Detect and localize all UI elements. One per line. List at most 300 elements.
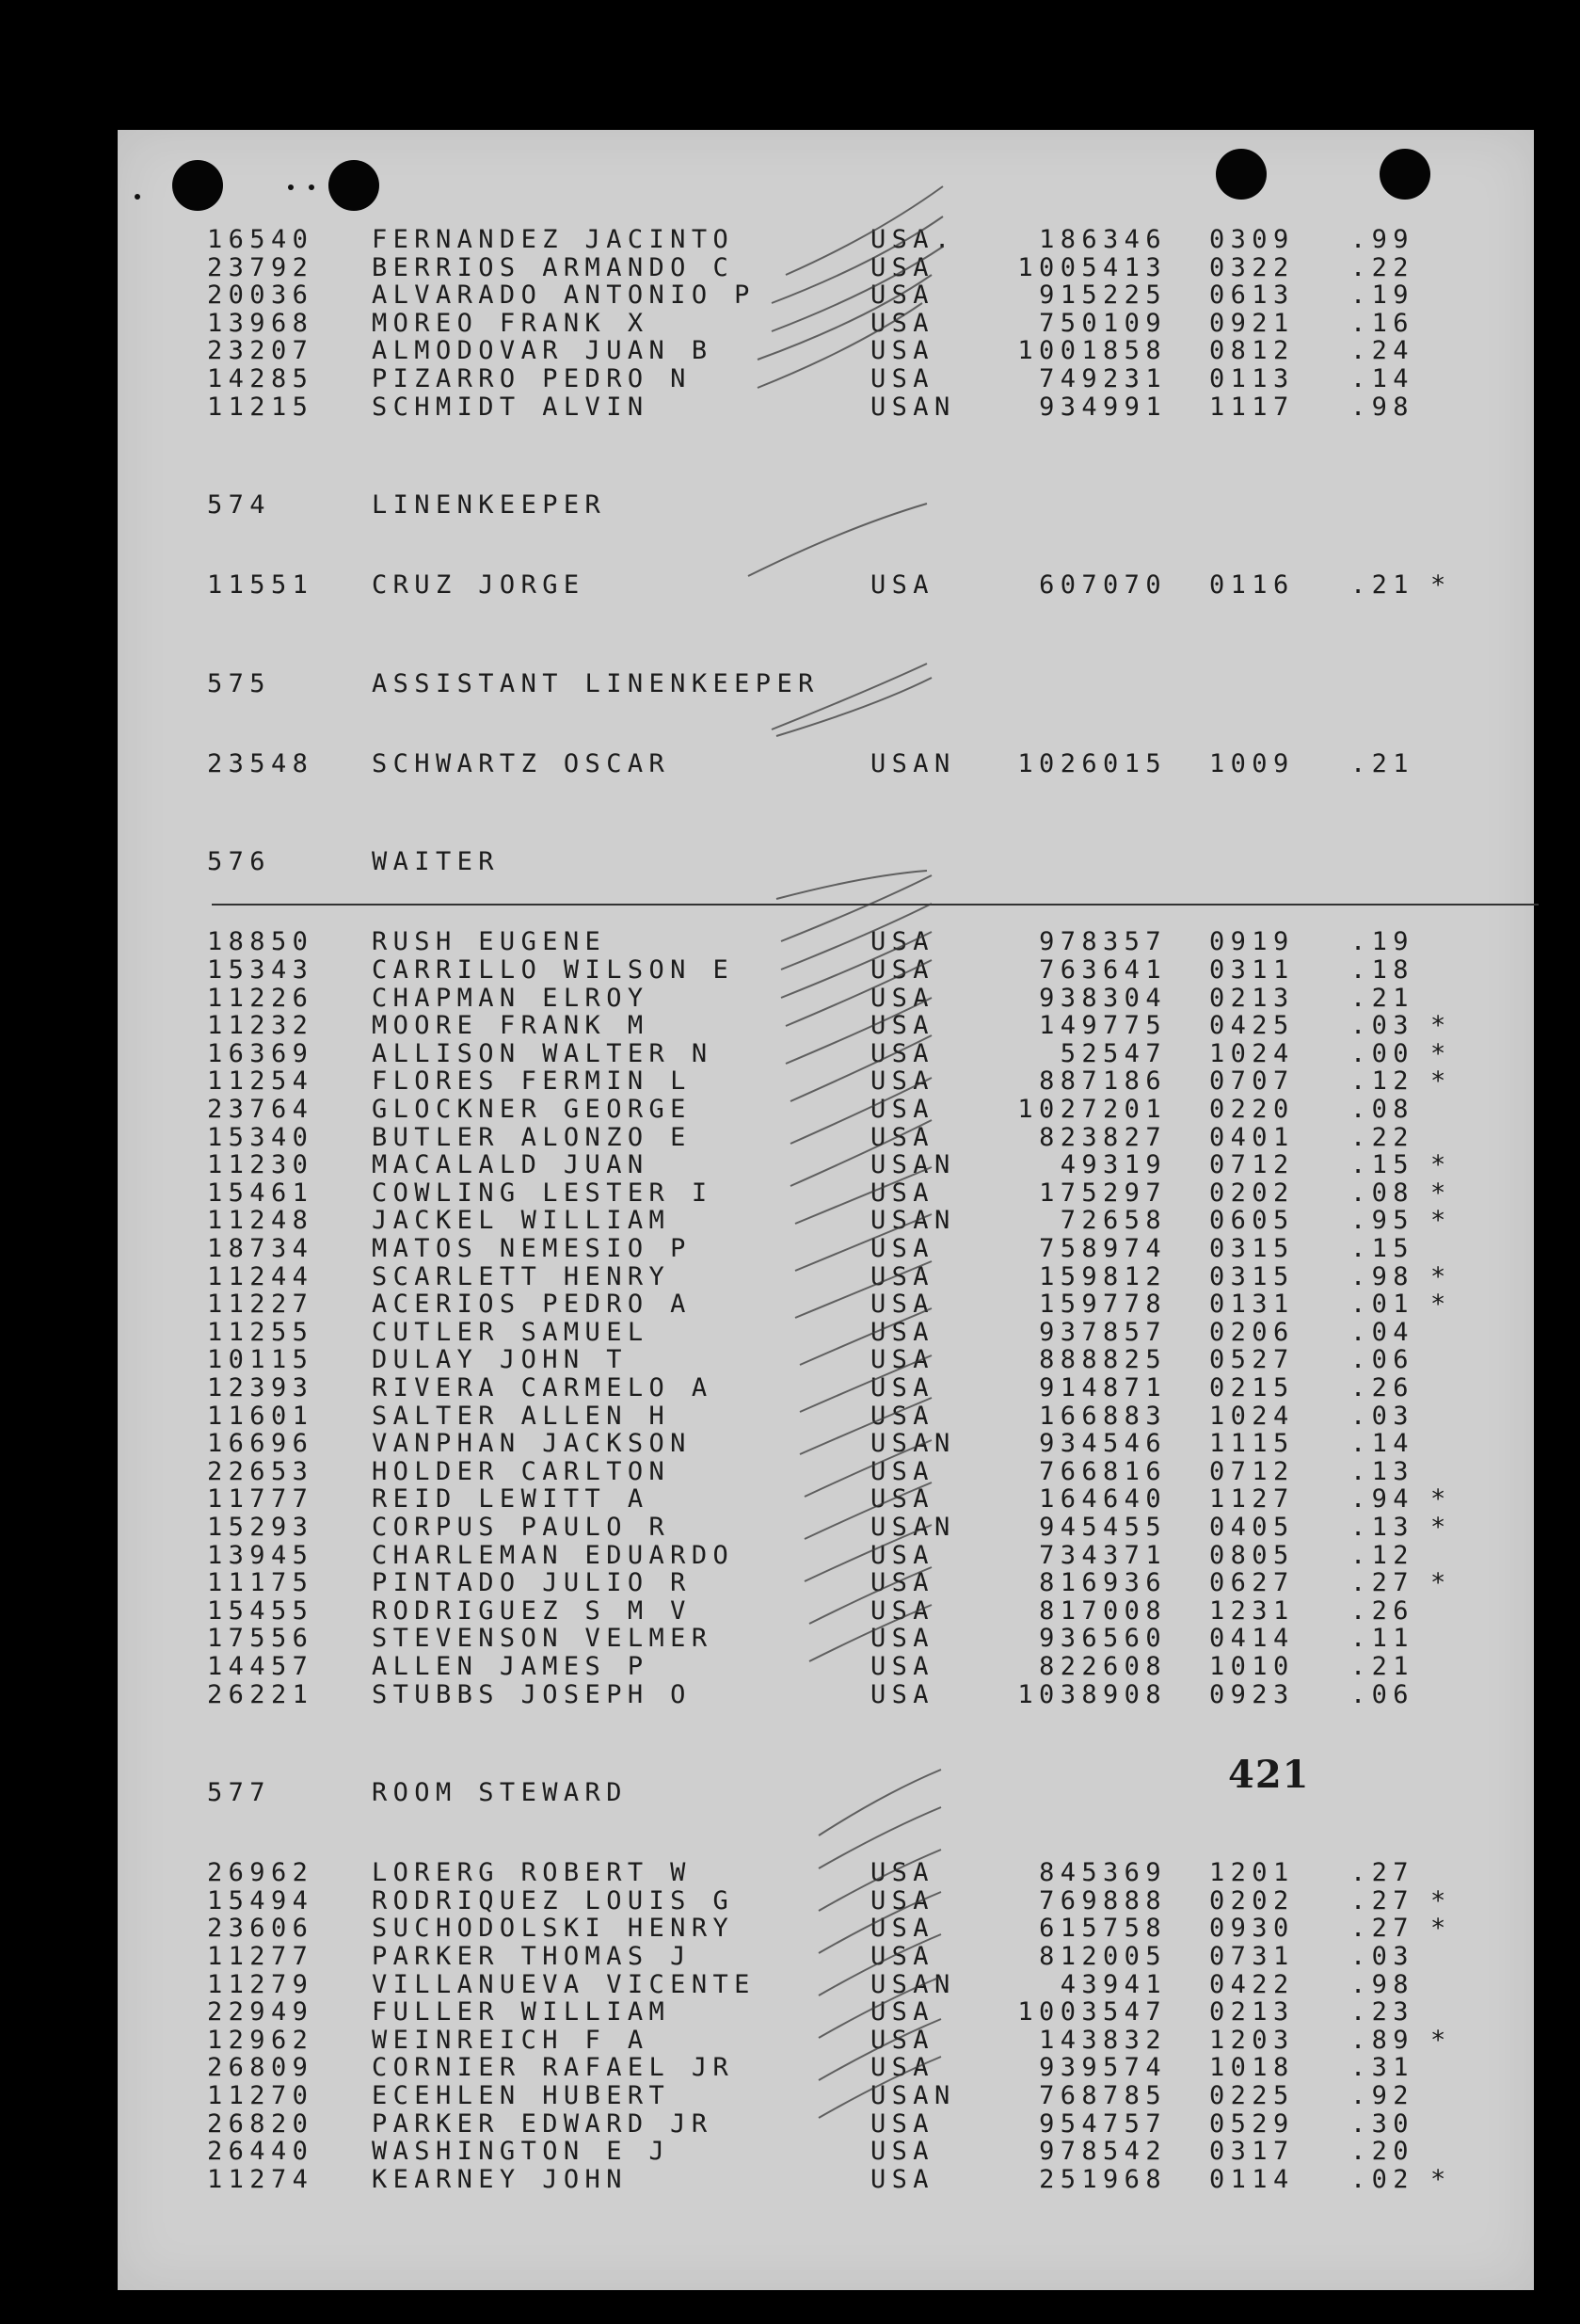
crew-id: 15343 [207,955,314,985]
crew-rate: .27 [1350,1568,1414,1598]
crew-row [207,2166,1477,2194]
strike-through-line [212,904,1539,906]
crew-name: SCHMIDT ALVIN [372,392,649,422]
crew-number: 1027201 [1017,1095,1167,1124]
crew-rate: .12 [1350,1540,1414,1570]
crew-rate: .92 [1350,2081,1414,2110]
crew-name: ACERIOS PEDRO A [372,1290,692,1320]
crew-id: 18850 [207,927,314,957]
crew-id: 16696 [207,1429,314,1459]
crew-mark: * [1430,1484,1452,1515]
crew-rate: .12 [1350,1066,1414,1097]
crew-code: 0206 [1209,1317,1295,1347]
crew-name: MOORE FRANK M [372,1011,649,1041]
crew-row [207,1653,1477,1681]
crew-name: CRUZ JORGE [372,570,585,601]
punch-hole [328,160,379,211]
crew-code: 0213 [1209,983,1295,1013]
crew-mark: * [1430,1011,1452,1041]
crew-number: 615758 [1039,1914,1167,1944]
crew-name: DULAY JOHN T [372,1345,628,1375]
crew-name: MACALALD JUAN [372,1150,649,1180]
crew-number: 149775 [1039,1011,1167,1041]
crew-code: 0529 [1209,2108,1295,2139]
crew-name: PARKER EDWARD JR [372,2108,713,2139]
crew-row [207,1179,1477,1208]
crew-row [207,1597,1477,1626]
crew-id: 26809 [207,2053,314,2083]
crew-mark: * [1430,1885,1452,1915]
crew-name: MATOS NEMESIO P [372,1234,692,1263]
crew-number: 888825 [1039,1345,1167,1375]
section-title: ASSISTANT LINENKEEPER [372,668,820,698]
crew-name: SALTER ALLEN H [372,1401,671,1431]
crew-nationality: USA. [870,225,956,254]
crew-code: 1201 [1209,1858,1295,1888]
crew-row [207,2027,1477,2055]
crew-row [207,956,1477,985]
crew-id: 23207 [207,336,314,366]
crew-code: 1115 [1209,1429,1295,1459]
crew-rate: .03 [1350,1011,1414,1041]
crew-rate: .21 [1350,983,1414,1013]
crew-nationality: USA [870,1095,934,1124]
crew-number: 49319 [1060,1150,1167,1180]
crew-id: 22653 [207,1456,314,1486]
crew-code: 1010 [1209,1652,1295,1681]
crew-nationality: USAN [870,1206,956,1236]
crew-id: 23548 [207,748,314,778]
crew-name: COWLING LESTER I [372,1178,713,1208]
crew-name: PINTADO JULIO R [372,1568,692,1598]
crew-rate: .14 [1350,364,1414,393]
crew-nationality: USAN [870,1150,956,1180]
crew-number: 749231 [1039,364,1167,393]
crew-code: 0812 [1209,336,1295,366]
crew-id: 15494 [207,1885,314,1915]
crew-mark: * [1430,1914,1452,1944]
crew-id: 11254 [207,1066,314,1097]
crew-nationality: USA [870,1568,934,1598]
crew-number: 954757 [1039,2108,1167,2139]
crew-row [207,2110,1477,2139]
crew-rate: .21 [1350,570,1414,601]
crew-name: WEINREICH F A [372,2025,649,2055]
crew-number: 978357 [1039,927,1167,957]
crew-number: 607070 [1039,570,1167,601]
crew-row [207,365,1477,393]
crew-name: SCHWARTZ OSCAR [372,748,671,778]
crew-row [207,1430,1477,1458]
crew-row [207,2082,1477,2110]
crew-row [207,337,1477,365]
crew-name: PIZARRO PEDRO N [372,364,692,393]
crew-row [207,1096,1477,1124]
crew-code: 0919 [1209,927,1295,957]
crew-nationality: USA [870,1942,934,1971]
crew-number: 52547 [1060,1038,1167,1068]
crew-id: 26440 [207,2137,314,2167]
crew-mark: * [1430,1261,1452,1291]
crew-rate: .11 [1350,1624,1414,1654]
crew-nationality: USA [870,1885,934,1915]
page-number: 421 [1228,1753,1310,1797]
crew-id: 15461 [207,1178,314,1208]
crew-mark: * [1430,1038,1452,1068]
crew-id: 11248 [207,1206,314,1236]
crew-nationality: USA [870,1540,934,1570]
section-heading [207,491,1477,520]
crew-name: BUTLER ALONZO E [372,1122,692,1152]
crew-nationality: USA [870,252,934,282]
punch-hole [1380,149,1430,200]
crew-rate: .27 [1350,1858,1414,1888]
crew-row [207,928,1477,956]
crew-row [207,571,1477,600]
crew-name: STUBBS JOSEPH O [372,1679,692,1709]
crew-nationality: USA [870,2053,934,2083]
crew-nationality: USA [870,2137,934,2167]
crew-nationality: USA [870,1038,934,1068]
crew-name: SUCHODOLSKI HENRY [372,1914,735,1944]
crew-number: 978542 [1039,2137,1167,2167]
crew-name: KEARNEY JOHN [372,2164,628,2194]
crew-id: 16540 [207,225,314,254]
crew-rate: .15 [1350,1234,1414,1263]
crew-nationality: USA [870,1484,934,1515]
crew-rate: .15 [1350,1150,1414,1180]
crew-row [207,1514,1477,1542]
crew-row [207,1402,1477,1431]
crew-code: 0113 [1209,364,1295,393]
crew-name: ALLEN JAMES P [372,1652,649,1681]
crew-id: 11232 [207,1011,314,1041]
crew-code: 0202 [1209,1885,1295,1915]
crew-code: 1231 [1209,1595,1295,1626]
crew-name: REID LEWITT A [372,1484,649,1515]
crew-code: 0605 [1209,1206,1295,1236]
crew-code: 0322 [1209,252,1295,282]
crew-id: 11777 [207,1484,314,1515]
crew-nationality: USAN [870,2081,956,2110]
crew-mark: * [1430,1290,1452,1320]
crew-code: 0712 [1209,1456,1295,1486]
crew-name: PARKER THOMAS J [372,1942,692,1971]
crew-nationality: USA [870,1066,934,1097]
crew-code: 1203 [1209,2025,1295,2055]
crew-id: 11230 [207,1150,314,1180]
crew-rate: .18 [1350,955,1414,985]
crew-name: RUSH EUGENE [372,927,607,957]
crew-row [207,1290,1477,1319]
speck [309,184,314,190]
crew-number: 1001858 [1017,336,1167,366]
crew-row [207,1458,1477,1486]
crew-id: 12962 [207,2025,314,2055]
crew-number: 159812 [1039,1261,1167,1291]
crew-id: 14285 [207,364,314,393]
crew-name: ALLISON WALTER N [372,1038,713,1068]
crew-mark: * [1430,1568,1452,1598]
crew-number: 887186 [1039,1066,1167,1097]
crew-name: BERRIOS ARMANDO C [372,252,735,282]
crew-rate: .21 [1350,748,1414,778]
crew-rate: .19 [1350,280,1414,311]
section-title: LINENKEEPER [372,490,607,521]
crew-row [207,254,1477,282]
crew-id: 10115 [207,1345,314,1375]
crew-row [207,2054,1477,2082]
crew-number: 915225 [1039,280,1167,311]
crew-nationality: USA [870,2025,934,2055]
crew-id: 26962 [207,1858,314,1888]
crew-row [207,1235,1477,1263]
crew-nationality: USA [870,1317,934,1347]
crew-nationality: USAN [870,1969,956,1999]
crew-name: FLORES FERMIN L [372,1066,692,1097]
crew-rate: .08 [1350,1095,1414,1124]
crew-code: 0202 [1209,1178,1295,1208]
crew-code: 1018 [1209,2053,1295,2083]
crew-nationality: USA [870,1595,934,1626]
crew-id: 11227 [207,1290,314,1320]
crew-name: CHAPMAN ELROY [372,983,649,1013]
punch-hole [1216,149,1267,200]
crew-name: SCARLETT HENRY [372,1261,671,1291]
crew-nationality: USA [870,1122,934,1152]
crew-nationality: USA [870,308,934,338]
crew-row [207,1625,1477,1653]
crew-rate: .24 [1350,336,1414,366]
crew-code: 0930 [1209,1914,1295,1944]
crew-number: 143832 [1039,2025,1167,2055]
crew-id: 17556 [207,1624,314,1654]
crew-code: 0613 [1209,280,1295,311]
crew-name: VANPHAN JACKSON [372,1429,692,1459]
crew-row [207,281,1477,310]
crew-nationality: USA [870,1456,934,1486]
section-title: ROOM STEWARD [372,1778,628,1808]
crew-name: FULLER WILLIAM [372,1997,671,2027]
crew-nationality: USA [870,2108,934,2139]
crew-rate: .06 [1350,1679,1414,1709]
section-title: WAITER [372,847,500,877]
crew-name: MOREO FRANK X [372,308,649,338]
crew-id: 12393 [207,1373,314,1402]
crew-nationality: USA [870,1997,934,2027]
crew-id: 15455 [207,1595,314,1626]
crew-code: 0116 [1209,570,1295,601]
crew-number: 166883 [1039,1401,1167,1431]
crew-mark: * [1430,2164,1452,2194]
crew-row [207,1485,1477,1514]
section-number: 576 [207,847,271,877]
crew-code: 0425 [1209,1011,1295,1041]
crew-row [207,1040,1477,1068]
crew-rate: .13 [1350,1513,1414,1542]
crew-row [207,1542,1477,1570]
crew-nationality: USAN [870,1513,956,1542]
section-number: 575 [207,668,271,698]
crew-code: 0225 [1209,2081,1295,2110]
crew-rate: .99 [1350,225,1414,254]
crew-mark: * [1430,1178,1452,1208]
crew-id: 26820 [207,2108,314,2139]
crew-id: 11226 [207,983,314,1013]
crew-mark: * [1430,2025,1452,2055]
crew-id: 11277 [207,1942,314,1971]
crew-name: ALVARADO ANTONIO P [372,280,756,311]
crew-nationality: USA [870,1234,934,1263]
crew-row [207,1067,1477,1096]
crew-code: 1117 [1209,392,1295,422]
crew-rate: .30 [1350,2108,1414,2139]
crew-name: CORNIER RAFAEL JR [372,2053,735,2083]
crew-number: 817008 [1039,1595,1167,1626]
crew-id: 15293 [207,1513,314,1542]
crew-row [207,1263,1477,1291]
crew-row [207,1859,1477,1887]
crew-nationality: USA [870,336,934,366]
crew-name: VILLANUEVA VICENTE [372,1969,756,1999]
crew-name: FERNANDEZ JACINTO [372,225,735,254]
crew-nationality: USA [870,1373,934,1402]
crew-rate: .19 [1350,927,1414,957]
crew-row [207,2138,1477,2166]
crew-rate: .26 [1350,1373,1414,1402]
crew-name: LORERG ROBERT W [372,1858,692,1888]
crew-name: GLOCKNER GEORGE [372,1095,692,1124]
crew-number: 251968 [1039,2164,1167,2194]
crew-rate: .94 [1350,1484,1414,1515]
crew-mark: * [1430,570,1452,601]
crew-name: HOLDER CARLTON [372,1456,671,1486]
crew-rate: .89 [1350,2025,1414,2055]
crew-number: 164640 [1039,1484,1167,1515]
crew-number: 769888 [1039,1885,1167,1915]
crew-row [207,1998,1477,2027]
crew-number: 763641 [1039,955,1167,985]
crew-number: 939574 [1039,2053,1167,2083]
crew-row [207,393,1477,422]
crew-number: 159778 [1039,1290,1167,1320]
crew-code: 0921 [1209,308,1295,338]
crew-row [207,1915,1477,1943]
crew-rate: .22 [1350,252,1414,282]
crew-rate: .31 [1350,2053,1414,2083]
crew-code: 0309 [1209,225,1295,254]
crew-row [207,310,1477,338]
crew-code: 0114 [1209,2164,1295,2194]
crew-id: 22949 [207,1997,314,2027]
crew-code: 0527 [1209,1345,1295,1375]
crew-nationality: USA [870,1401,934,1431]
crew-row [207,1319,1477,1347]
crew-id: 11175 [207,1568,314,1598]
crew-code: 0414 [1209,1624,1295,1654]
crew-code: 0405 [1209,1513,1295,1542]
crew-code: 0315 [1209,1261,1295,1291]
crew-code: 1024 [1209,1401,1295,1431]
crew-code: 0731 [1209,1942,1295,1971]
crew-id: 11279 [207,1969,314,1999]
crew-code: 0311 [1209,955,1295,985]
crew-id: 11215 [207,392,314,422]
crew-name: CHARLEMAN EDUARDO [372,1540,735,1570]
crew-id: 11255 [207,1317,314,1347]
crew-name: CARRILLO WILSON E [372,955,735,985]
crew-row [207,1207,1477,1235]
crew-number: 934546 [1039,1429,1167,1459]
crew-row [207,1681,1477,1709]
crew-code: 0712 [1209,1150,1295,1180]
crew-number: 186346 [1039,225,1167,254]
crew-id: 11270 [207,2081,314,2110]
crew-rate: .26 [1350,1595,1414,1626]
speck [135,194,140,200]
crew-name: CUTLER SAMUEL [372,1317,649,1347]
crew-rate: .20 [1350,2137,1414,2167]
crew-nationality: USAN [870,1429,956,1459]
crew-row [207,985,1477,1013]
crew-id: 13968 [207,308,314,338]
crew-nationality: USA [870,1624,934,1654]
crew-nationality: USA [870,1345,934,1375]
crew-number: 845369 [1039,1858,1167,1888]
crew-row [207,1151,1477,1179]
crew-number: 768785 [1039,2081,1167,2110]
crew-rate: .21 [1350,1652,1414,1681]
crew-id: 26221 [207,1679,314,1709]
crew-nationality: USA [870,570,934,601]
crew-row [207,1971,1477,1999]
crew-rate: .98 [1350,392,1414,422]
crew-id: 14457 [207,1652,314,1681]
crew-number: 816936 [1039,1568,1167,1598]
crew-rate: .98 [1350,1969,1414,1999]
crew-nationality: USA [870,2164,934,2194]
crew-rate: .22 [1350,1122,1414,1152]
crew-id: 16369 [207,1038,314,1068]
crew-nationality: USA [870,364,934,393]
crew-code: 0923 [1209,1679,1295,1709]
crew-nationality: USA [870,983,934,1013]
crew-code: 0401 [1209,1122,1295,1152]
crew-number: 937857 [1039,1317,1167,1347]
crew-id: 11244 [207,1261,314,1291]
crew-id: 18734 [207,1234,314,1263]
crew-row [207,1374,1477,1402]
crew-code: 0627 [1209,1568,1295,1598]
crew-number: 175297 [1039,1178,1167,1208]
section-heading [207,670,1477,698]
crew-code: 1024 [1209,1038,1295,1068]
crew-rate: .95 [1350,1206,1414,1236]
crew-nationality: USA [870,1679,934,1709]
crew-id: 11601 [207,1401,314,1431]
section-number: 577 [207,1778,271,1808]
crew-id: 23792 [207,252,314,282]
crew-rate: .14 [1350,1429,1414,1459]
crew-nationality: USA [870,1261,934,1291]
crew-name: RODRIQUEZ LOUIS G [372,1885,735,1915]
crew-rate: .03 [1350,1942,1414,1971]
crew-row [207,750,1477,778]
crew-code: 0422 [1209,1969,1295,1999]
crew-rate: .06 [1350,1345,1414,1375]
crew-code: 0220 [1209,1095,1295,1124]
crew-code: 0213 [1209,1997,1295,2027]
